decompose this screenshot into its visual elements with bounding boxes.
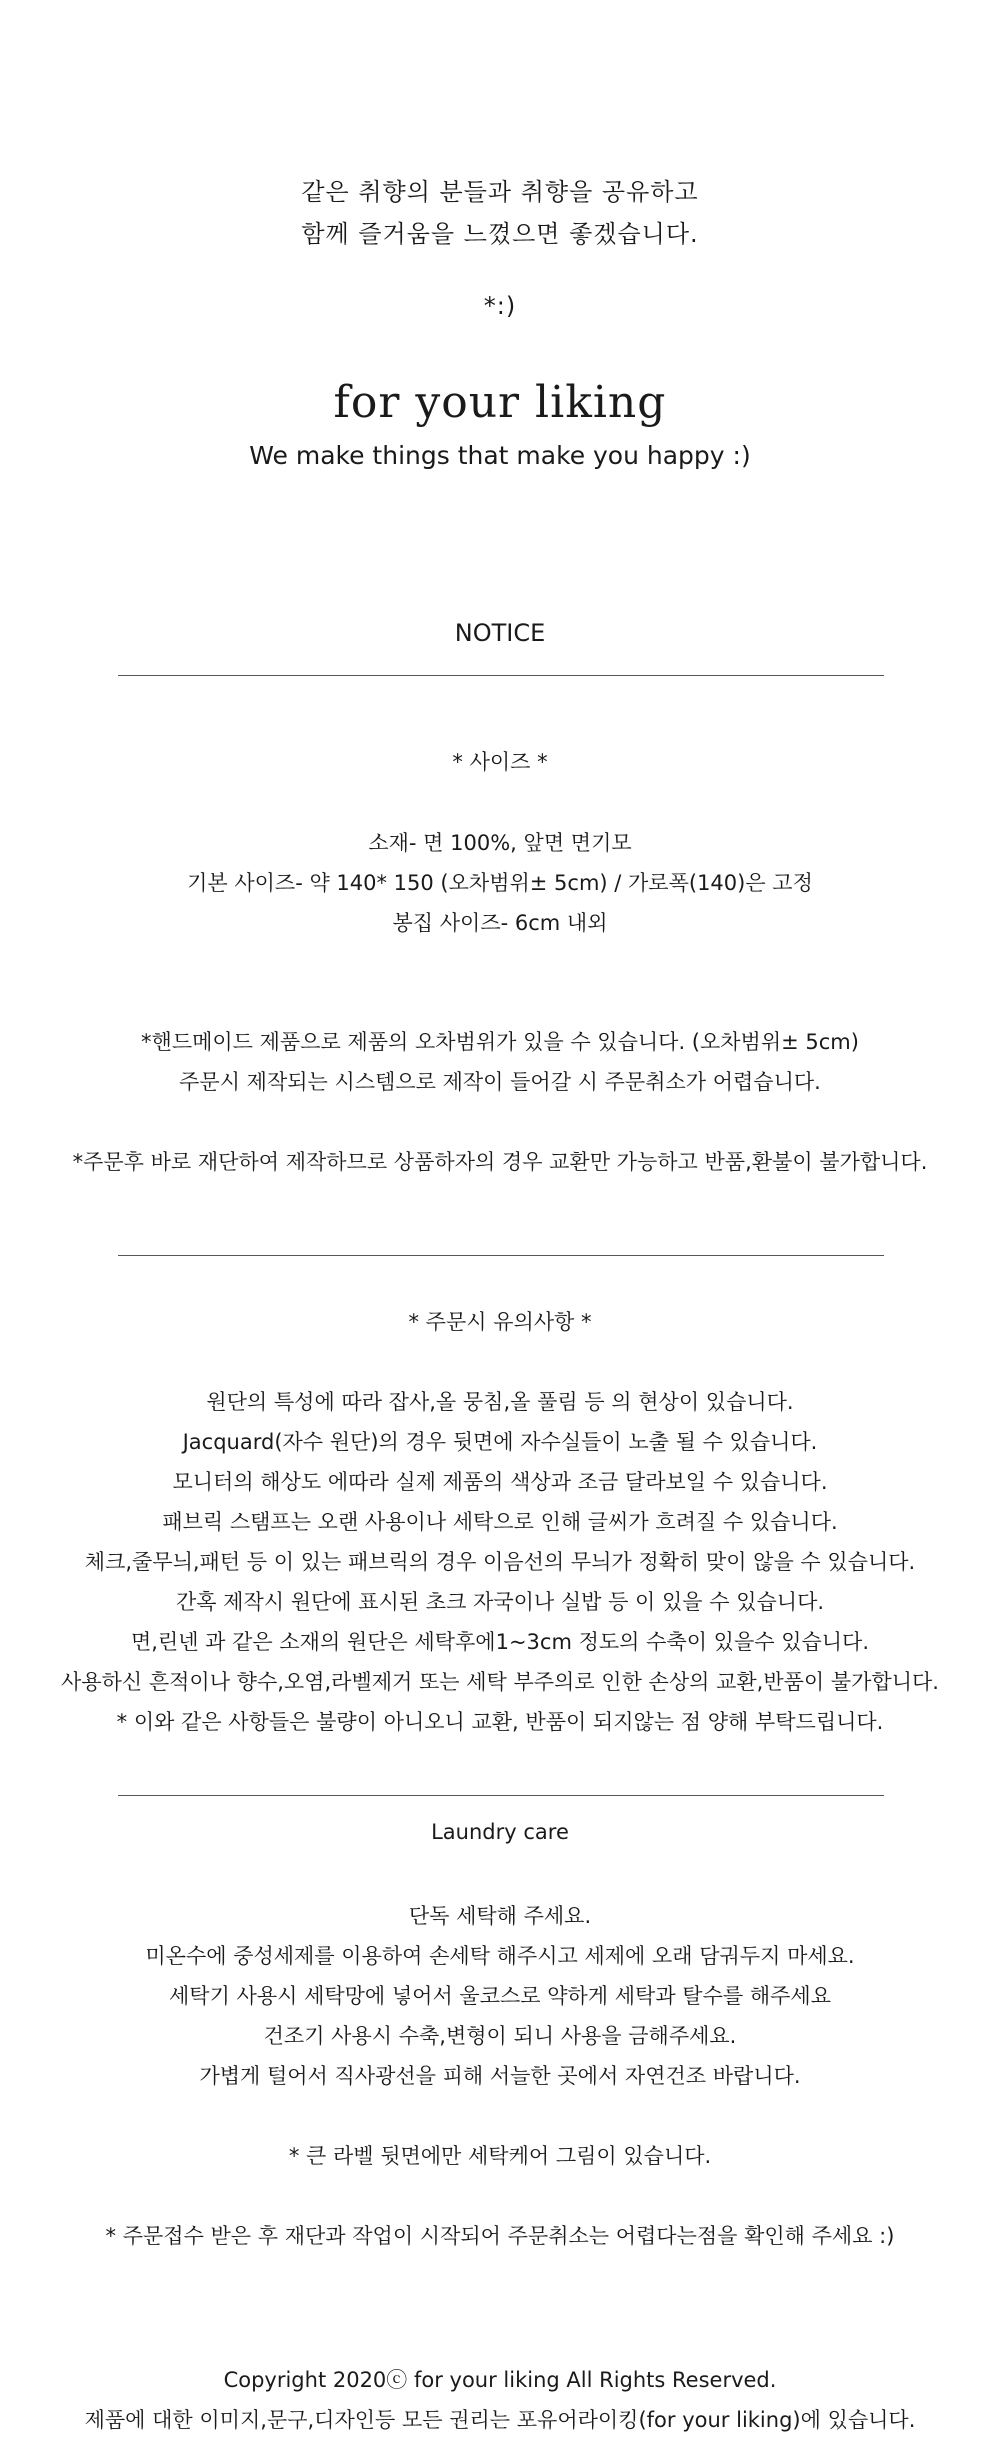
order-item: Jacquard(자수 원단)의 경우 뒷면에 자수실들이 노출 될 수 있습니다.	[182, 1430, 818, 1454]
laundry-label-note: * 큰 라벨 뒷면에만 세탁케어 그림이 있습니다.	[288, 2144, 712, 2168]
order-item: 사용하신 흔적이나 향수,오염,라벨제거 또는 세탁 부주의로 인한 손상의 교환,반품이 불가합니다.	[61, 1670, 939, 1694]
footer-copyright: Copyright 2020ⓒ for your liking All Rights Reserved.	[223, 2368, 777, 2392]
intro-line-1: 같은 취향의 분들과 취향을 공유하고	[301, 178, 699, 206]
laundry-heading: Laundry care	[431, 1820, 569, 1844]
order-item: * 이와 같은 사항들은 불량이 아니오니 교환, 반품이 되지않는 점 양해 부탁드립니다.	[116, 1710, 884, 1734]
order-item: 간혹 제작시 원단에 표시된 초크 자국이나 실밥 등 이 있을 수 있습니다.	[175, 1590, 825, 1614]
size-basic: 기본 사이즈- 약 140* 150 (오차범위± 5cm) / 가로폭(140)은 고정	[187, 871, 813, 895]
laundry-item: 세탁기 사용시 세탁망에 넣어서 울코스로 약하게 세탁과 탈수를 해주세요	[169, 1984, 831, 2008]
divider-laundry	[118, 1795, 884, 1796]
divider-order	[118, 1255, 884, 1256]
size-heading: * 사이즈 *	[452, 750, 548, 774]
intro-line-2: 함께 즐거움을 느꼈으면 좋겠습니다.	[301, 220, 699, 248]
brand-title: for your liking	[333, 377, 667, 428]
notice-title: NOTICE	[454, 619, 546, 647]
order-item: 모니터의 해상도 에따라 실제 제품의 색상과 조금 달라보일 수 있습니다.	[172, 1470, 828, 1494]
divider-notice	[118, 675, 884, 676]
order-item: 체크,줄무늬,패턴 등 이 있는 패브릭의 경우 이음선의 무늬가 정확히 맞이 않을 수 있습니다.	[84, 1550, 916, 1574]
laundry-item: 미온수에 중성세제를 이용하여 손세탁 해주시고 세제에 오래 담궈두지 마세요.	[145, 1944, 855, 1968]
cut-note: *주문후 바로 재단하여 제작하므로 상품하자의 경우 교환만 가능하고 반품,환불이 불가합니다.	[72, 1150, 928, 1174]
laundry-item: 단독 세탁해 주세요.	[408, 1904, 592, 1928]
handmade-note: *핸드메이드 제품으로 제품의 오차범위가 있을 수 있습니다. (오차범위± 5cm)	[141, 1030, 859, 1054]
brand-tagline: We make things that make you happy :)	[249, 441, 751, 470]
order-item: 면,린넨 과 같은 소재의 원단은 세탁후에1~3cm 정도의 수축이 있을수 있습니다.	[130, 1630, 870, 1654]
cancel-note: * 주문접수 받은 후 재단과 작업이 시작되어 주문취소는 어렵다는점을 확인해 주세요 :)	[105, 2224, 895, 2248]
intro-emoticon: *:)	[483, 292, 517, 320]
size-material: 소재- 면 100%, 앞면 면기모	[368, 831, 632, 855]
order-heading: * 주문시 유의사항 *	[408, 1310, 592, 1334]
order-item: 원단의 특성에 따라 잡사,올 뭉침,올 풀림 등 의 현상이 있습니다.	[206, 1390, 794, 1414]
footer-rights: 제품에 대한 이미지,문구,디자인등 모든 권리는 포유어라이킹(for your liking)에 있습니다.	[84, 2408, 916, 2432]
made-to-order-note: 주문시 제작되는 시스템으로 제작이 들어갈 시 주문취소가 어렵습니다.	[179, 1070, 821, 1094]
size-pouch: 봉집 사이즈- 6cm 내외	[392, 911, 608, 935]
laundry-item: 건조기 사용시 수축,변형이 되니 사용을 금해주세요.	[263, 2024, 737, 2048]
order-item: 패브릭 스탬프는 오랜 사용이나 세탁으로 인해 글씨가 흐려질 수 있습니다.	[162, 1510, 838, 1534]
laundry-item: 가볍게 털어서 직사광선을 피해 서늘한 곳에서 자연건조 바랍니다.	[199, 2064, 801, 2088]
